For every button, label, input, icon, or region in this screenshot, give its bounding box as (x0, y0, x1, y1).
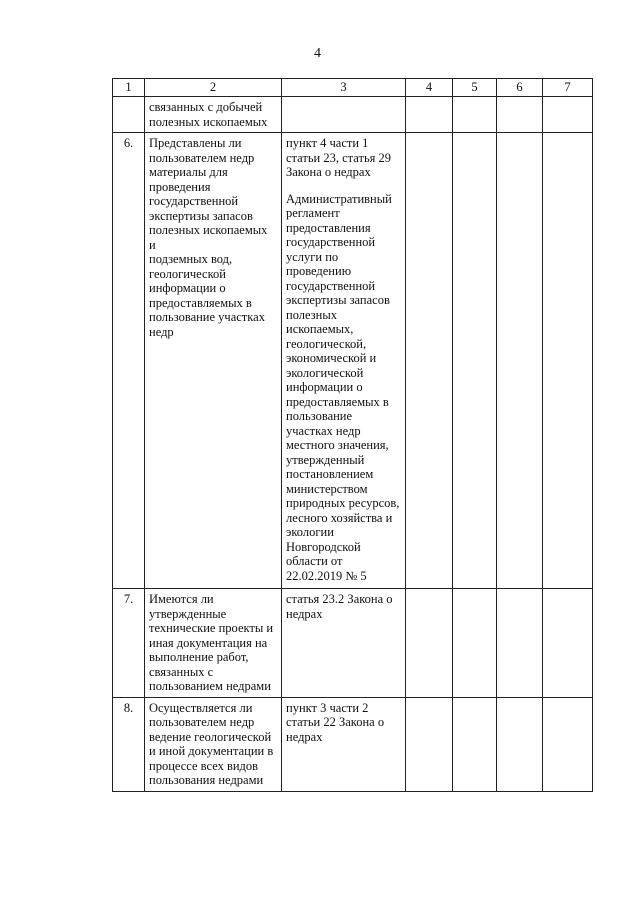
table-cell (543, 133, 593, 589)
reference-regulation: Административный регламент предоставления государственной услуги по проведению государственной экспертизы запасов полезных ископаемых, геологической, экономической и экологической информации о предоставляемых в пользование участках недр местного значения, утвержденный постановлением министерством природных ресурсов, лесного хозяйства и экологии Новгородской области от 22.02.2019 № 5 (286, 191, 400, 583)
checklist-table (112, 78, 593, 792)
table-cell (543, 589, 593, 698)
row-reference-cell (282, 133, 406, 589)
table-cell (453, 697, 497, 791)
table-cell (406, 697, 453, 791)
row-reference (282, 97, 406, 133)
table-cell (497, 697, 543, 791)
row-number: 8. (113, 697, 145, 791)
table-cell (453, 589, 497, 698)
table-cell (497, 133, 543, 589)
column-header: 5 (453, 79, 497, 97)
column-header: 6 (497, 79, 543, 97)
row-question: Имеются ли утвержденные технические проекты и иная документация на выполнение работ, связанных с пользованием недрами (145, 589, 282, 698)
table-cell (543, 97, 593, 133)
reference-law: пункт 4 части 1 статьи 23, статья 29 Закона о недрах (286, 136, 392, 179)
table-cell (453, 97, 497, 133)
table-cell (453, 133, 497, 589)
row-question: связанных с добычей полезных ископаемых (145, 97, 282, 133)
table-header-row (113, 79, 593, 97)
table-cell (406, 133, 453, 589)
column-header: 4 (406, 79, 453, 97)
table-row (113, 589, 593, 698)
row-question: Осуществляется ли пользователем недр ведение геологической и иной документации в процессе всех видов пользования недрами (145, 697, 282, 791)
table-cell (406, 97, 453, 133)
row-reference: статья 23.2 Закона о недрах (282, 589, 406, 698)
table-cell (406, 589, 453, 698)
table-row (113, 133, 593, 589)
page-number: 4 (314, 46, 321, 61)
row-number (113, 97, 145, 133)
row-number: 7. (113, 589, 145, 698)
column-header: 2 (145, 79, 282, 97)
row-number: 6. (113, 133, 145, 589)
row-reference: пункт 3 части 2 статьи 22 Закона о недрах (282, 697, 406, 791)
table-cell (497, 589, 543, 698)
table-cell (543, 697, 593, 791)
column-header: 7 (543, 79, 593, 97)
row-question: Представлены ли пользователем недр материалы для проведения государственной экспертизы запасов полезных ископаемых и подземных вод, геологической информации о предоставляемых в пользование участках недр (145, 133, 282, 589)
table-row (113, 697, 593, 791)
table-cell (497, 97, 543, 133)
table-row (113, 97, 593, 133)
column-header: 3 (282, 79, 406, 97)
column-header: 1 (113, 79, 145, 97)
